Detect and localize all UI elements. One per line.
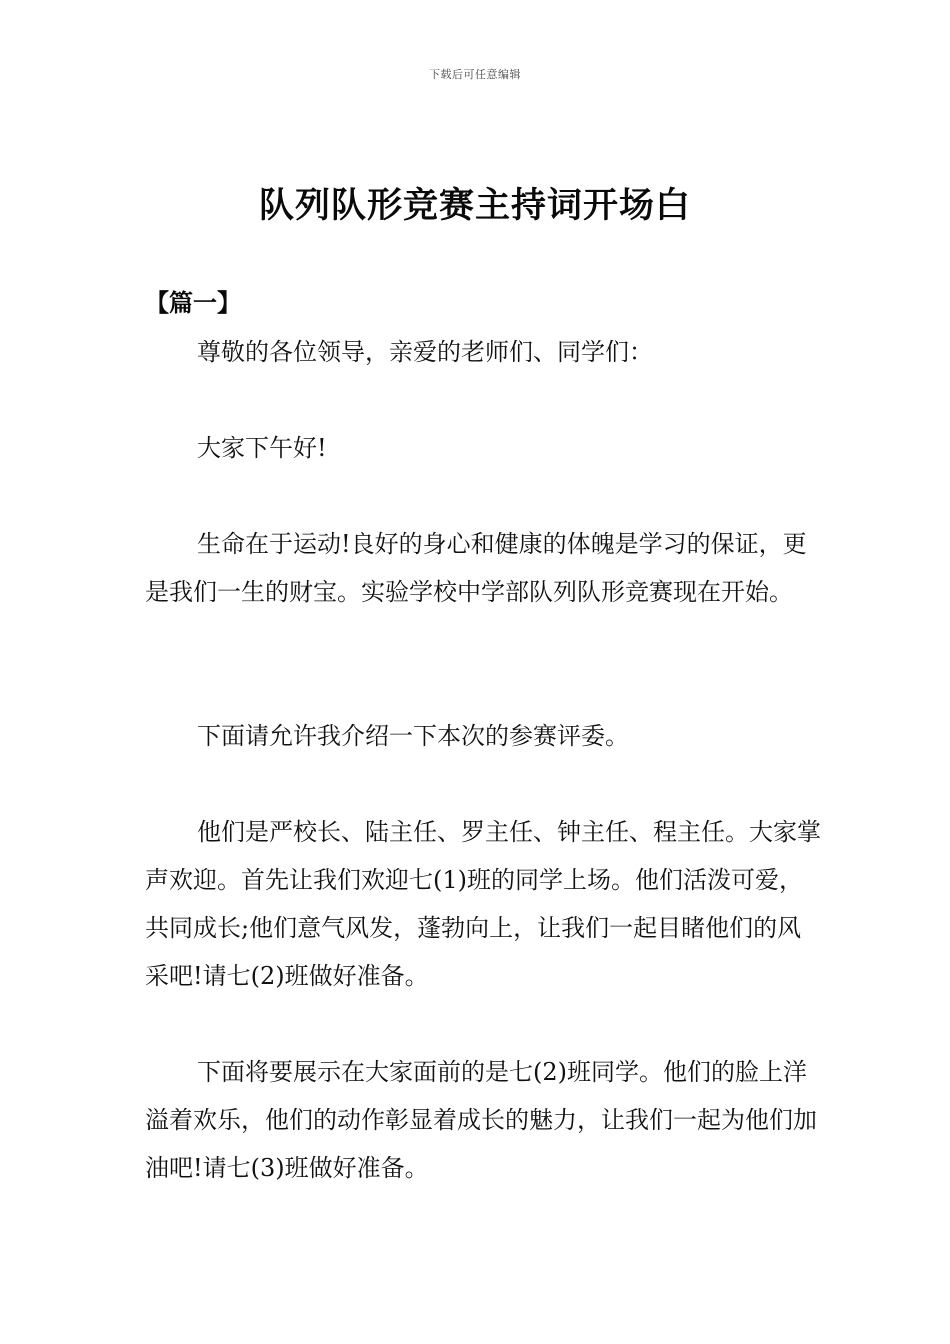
paragraph-greeting	[145, 328, 825, 376]
document-title: 队列队形竞赛主持词开场白	[258, 186, 691, 226]
paragraph-text: 下面将要展示在大家面前的是七(2)班同学。他们的脸上洋溢着欢乐，他们的动作彰显着成长的魅力，让我们一起为他们加油吧!请七(3)班做好准备。	[145, 1058, 817, 1182]
paragraph-text: 下面请允许我介绍一下本次的参赛评委。	[197, 722, 629, 750]
paragraph-text: 他们是严校长、陆主任、罗主任、钟主任、程主任。大家掌声欢迎。首先让我们欢迎七(1)班的同学上场。他们活泼可爱，共同成长;他们意气风发，蓬勃向上，让我们一起目睹他们的风采吧!请七(2)班做好准备。	[145, 818, 821, 990]
paragraph-judges-class1	[145, 808, 825, 1000]
header-note: 下载后可任意编辑	[429, 68, 521, 81]
paragraph-text: 生命在于运动!良好的身心和健康的体魄是学习的保证，更是我们一生的财宝。实验学校中学部队列队形竞赛现在开始。	[145, 530, 807, 606]
paragraph-class2	[145, 1048, 825, 1192]
paragraph-text: 尊敬的各位领导，亲爱的老师们、同学们：	[197, 338, 653, 366]
section-label: 【篇一】	[145, 288, 241, 317]
paragraph-good-afternoon	[145, 424, 825, 472]
paragraph-judges-intro	[145, 712, 825, 760]
paragraph-text: 大家下午好!	[197, 434, 327, 462]
paragraph-opening	[145, 520, 825, 616]
